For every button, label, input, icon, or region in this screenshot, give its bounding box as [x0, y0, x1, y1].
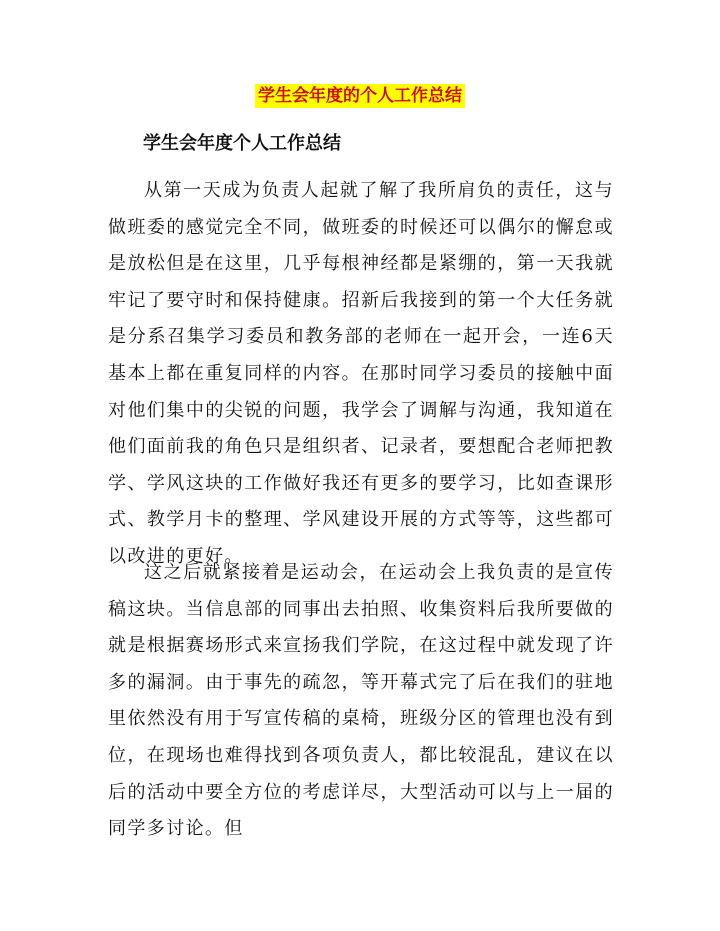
document-subtitle: 学生会年度个人工作总结 [143, 133, 341, 154]
highlighted-title-text: 学生会年度的个人工作总结 [255, 84, 465, 108]
document-title [0, 84, 720, 108]
paragraph-2: 这之后就紧接着是运动会，在运动会上我负责的是宣传稿这块。当信息部的同事出去拍照、收集资料后我所要做的就是根据赛场形式来宣扬我们学院，在这过程中就发现了许多的漏洞。由于事先的疏忽，等开幕式完了后在我们的驻地里依然没有用于写宣传稿的桌椅，班级分区的管理也没有到位，在现场也难得找到各项负责人，都比较混乱，建议在以后的活动中要全方位的考虑详尽，大型活动可以与上一届的同学多讨论。但 [108, 562, 614, 840]
paragraph-1: 从第一天成为负责人起就了解了我所肩负的责任，这与做班委的感觉完全不同，做班委的时候还可以偶尔的懈怠或是放松但是在这里，几乎每根神经都是紧绷的，第一天我就牢记了要守时和保持健康。招新后我接到的第一个大任务就是分系召集学习委员和教务部的老师在一起开会，一连6天基本上都在重复同样的内容。在那时同学习委员的接触中面对他们集中的尖锐的问题，我学会了调解与沟通，我知道在他们面前我的角色只是组织者、记录者，要想配合老师把教学、学风这块的工作做好我还有更多的要学习，比如查课形式、教学月卡的整理、学风建设开展的方式等等，这些都可以改进的更好。 [108, 180, 614, 567]
